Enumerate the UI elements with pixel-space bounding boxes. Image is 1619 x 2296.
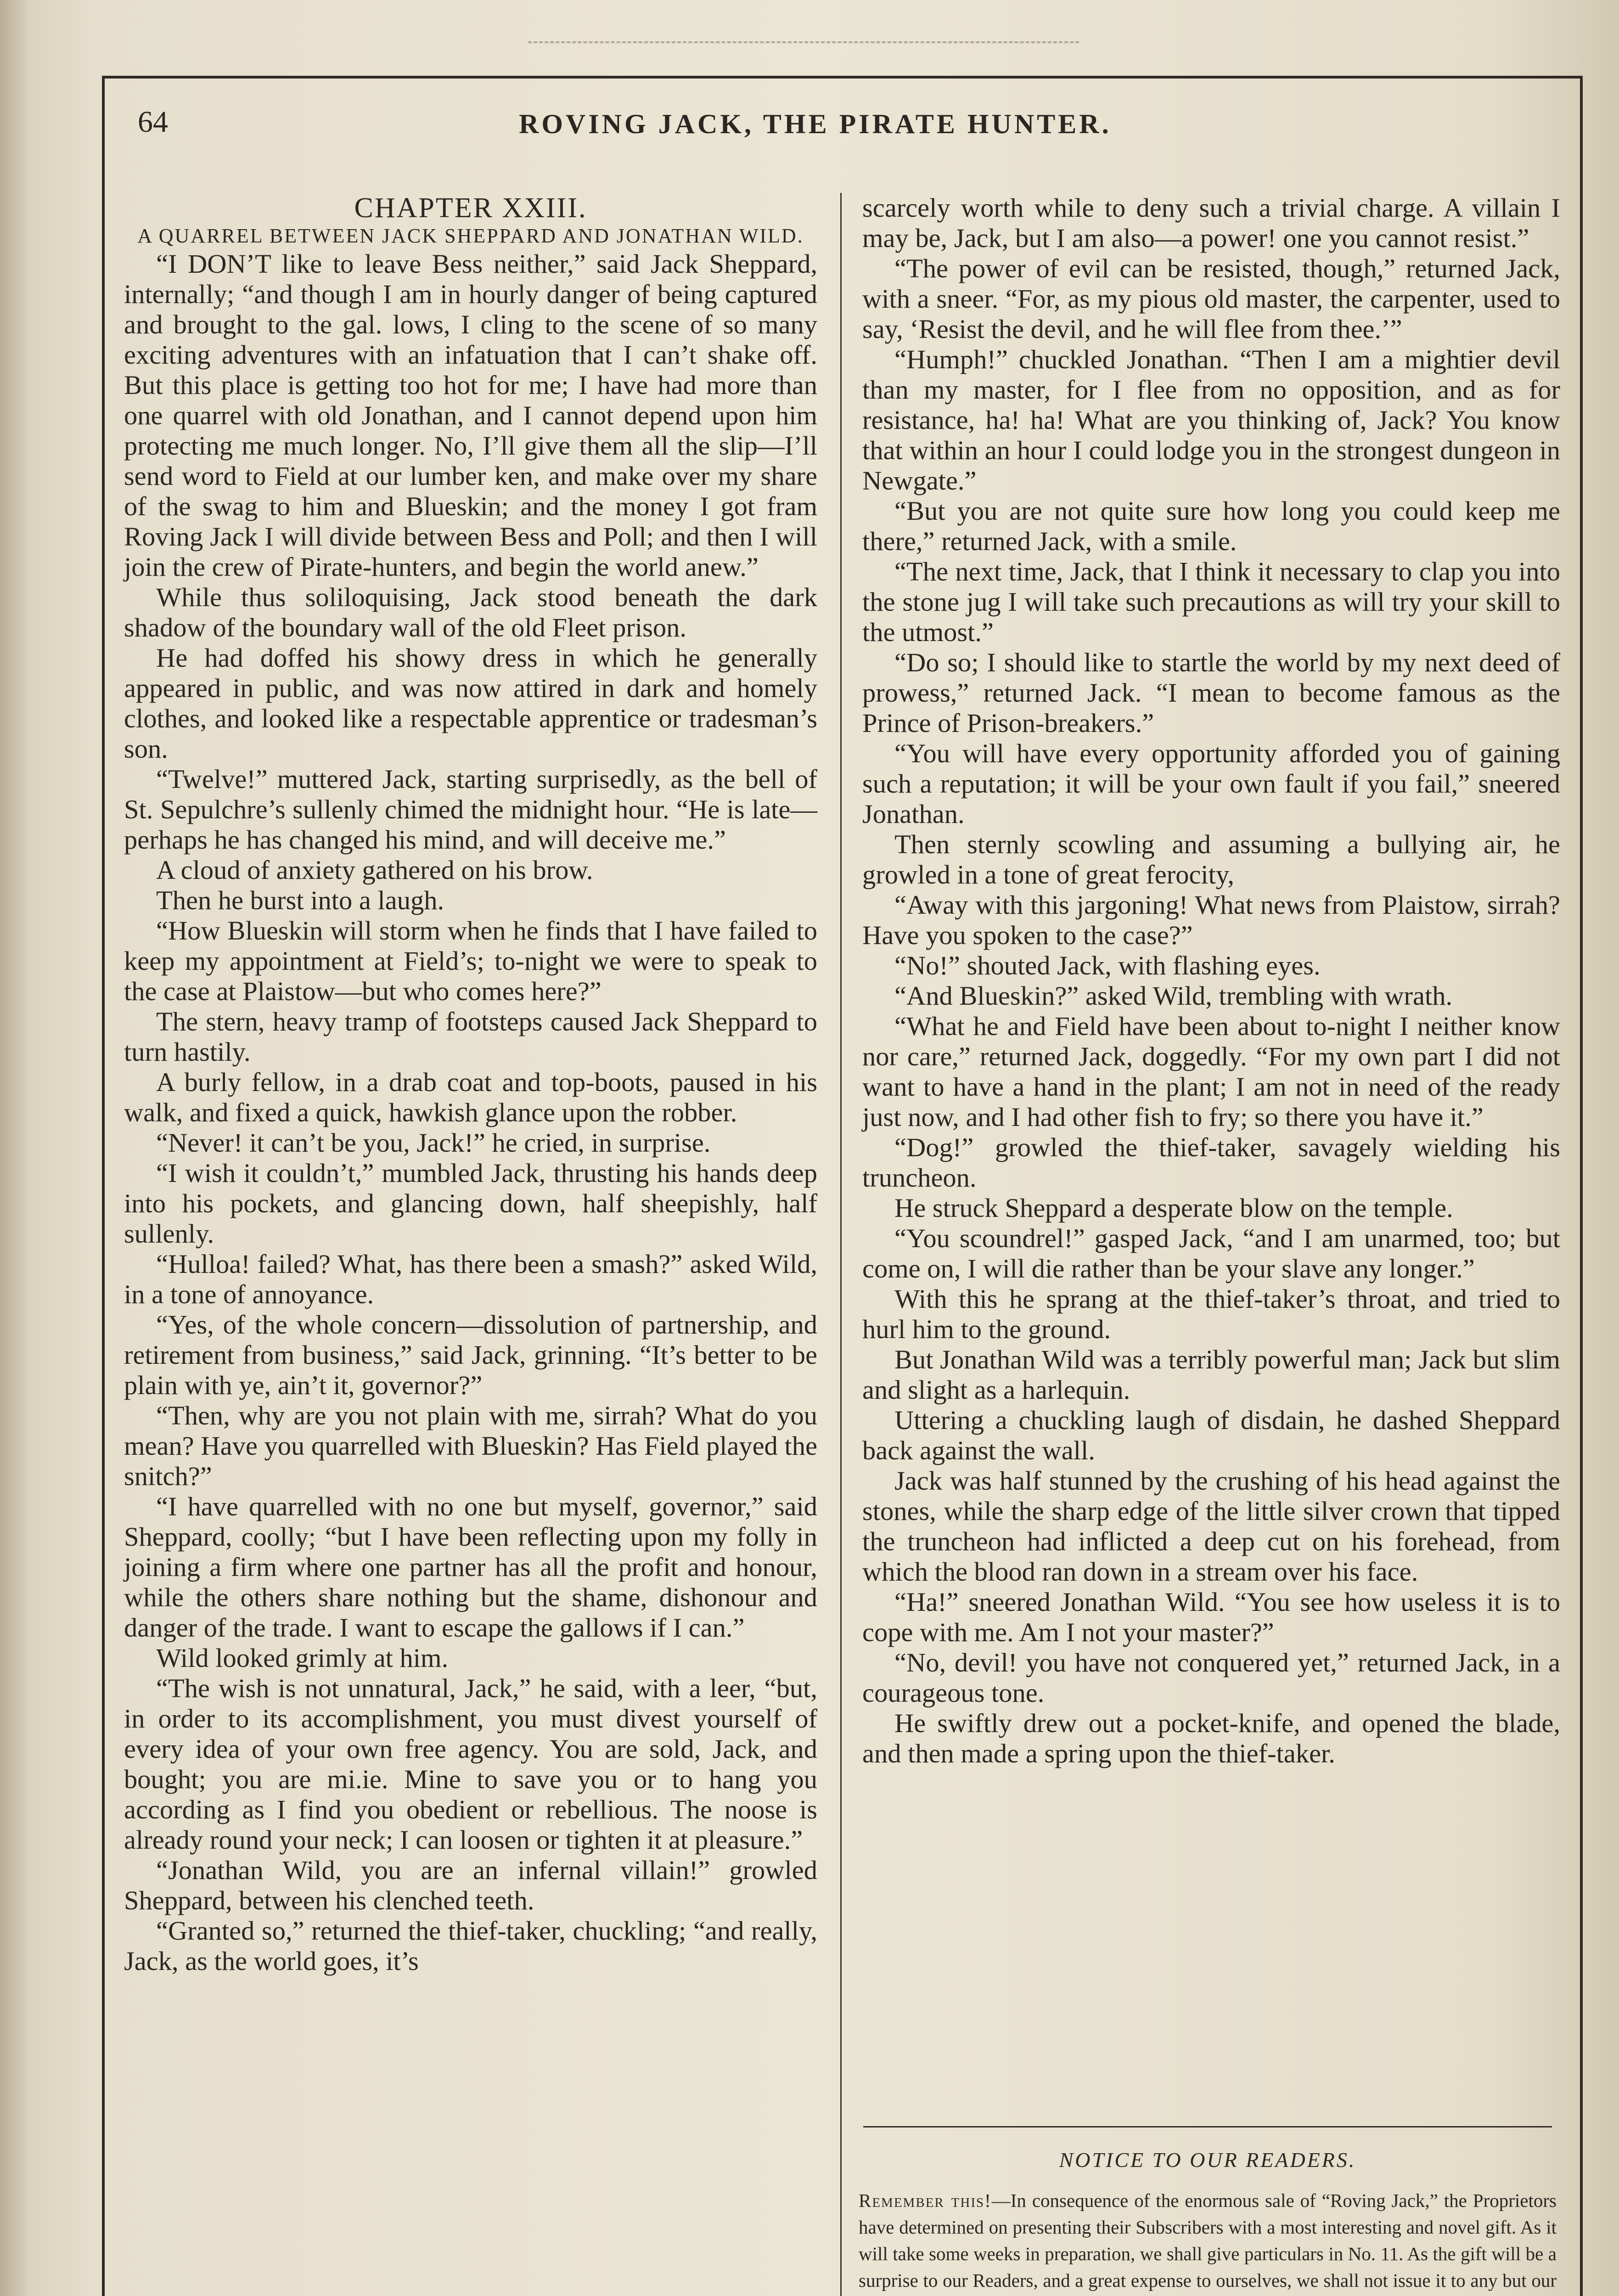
paragraph: “What he and Field have been about to-night I neither know nor care,” returned Jack, doggedly. “For my own part I did not want to have a hand in the plant; I am not in need of the ready just now, and I had other fish to fry; so there you have it.” (862, 1011, 1560, 1132)
paragraph: But Jonathan Wild was a terribly powerful man; Jack but slim and slight as a harlequin. (862, 1345, 1560, 1405)
paragraph: “Then, why are you not plain with me, sirrah? What do you mean? Have you quarrelled with Blueskin? Has Field played the snitch?” (124, 1401, 817, 1491)
paragraph: “Away with this jargoning! What news from Plaistow, sirrah? Have you spoken to the case?” (862, 890, 1560, 950)
paragraph: A burly fellow, in a drab coat and top-boots, paused in his walk, and fixed a quick, hawkish glance upon the robber. (124, 1067, 817, 1127)
paragraph: “Never! it can’t be you, Jack!” he cried, in surprise. (156, 1128, 711, 1158)
chapter-subtitle: A QUARREL BETWEEN JACK SHEPPARD AND JONATHAN WILD. (137, 225, 804, 247)
notice-lead: Remember this! (859, 2190, 992, 2211)
paragraph: He swiftly drew out a pocket-knife, and opened the blade, and then made a spring upon the thief-taker. (862, 1708, 1560, 1768)
paragraph: “You scoundrel!” gasped Jack, “and I am unarmed, too; but come on, I will die rather than be your slave any longer.” (862, 1223, 1560, 1283)
paragraph: “Twelve!” muttered Jack, starting surprisedly, as the bell of St. Sepulchre’s sullenly chimed the midnight hour. “He is late—perhaps he has changed his mind, and will deceive me.” (124, 764, 817, 855)
paragraph: “Yes, of the whole concern—dissolution of partnership, and retirement from business,” said Jack, grinning. “It’s better to be plain with ye, ain’t it, governor?” (124, 1310, 817, 1400)
paragraph: Uttering a chuckling laugh of disdain, he dashed Sheppard back against the wall. (862, 1405, 1560, 1465)
paragraph: He had doffed his showy dress in which he generally appeared in public, and was now attired in dark and homely clothes, and looked like a respectable apprentice or tradesman’s son. (124, 643, 817, 764)
page-number: 64 (138, 105, 168, 139)
running-title: ROVING JACK, THE PIRATE HUNTER. (519, 109, 1112, 139)
paragraph: “No!” shouted Jack, with flashing eyes. (894, 951, 1321, 980)
paragraph: Then sternly scowling and assuming a bullying air, he growled in a tone of great ferocity, (862, 829, 1560, 889)
paragraph: “The next time, Jack, that I think it necessary to clap you into the stone jug I will take such precautions as will try your skill to the utmost.” (862, 557, 1560, 647)
notice-divider (863, 2126, 1552, 2127)
page-edge-shadow (0, 0, 28, 2296)
paragraph: With this he sprang at the thief-taker’s throat, and tried to hurl him to the ground. (862, 1284, 1560, 1344)
paragraph: “You will have every opportunity afforded you of gaining such a reputation; it will be your own fault if you fail,” sneered Jonathan. (862, 738, 1560, 829)
notice-box (859, 2147, 1557, 2296)
paragraph: “I DON’T like to leave Bess neither,” said Jack Sheppard, internally; “and though I am in hourly danger of being captured and brought to the gal. lows, I cling to the scene of so many exciting adventures with an infatuation that I can’t shake off. But this place is getting too hot for me; I have had more than one quarrel with old Jonathan, and I cannot depend upon him protecting me much longer. No, I’ll give them all the slip—I’ll send word to Field at our lumber ken, and make over my share of the swag to him and Blueskin; and the money I got fram Roving Jack I will divide between Bess and Poll; and then I will join the crew of Pirate-hunters, and begin the world anew.” (124, 249, 817, 582)
paragraph: While thus soliloquising, Jack stood beneath the dark shadow of the boundary wall of the old Fleet prison. (124, 582, 817, 642)
paragraph: “Do so; I should like to startle the world by my next deed of prowess,” returned Jack. “I mean to become famous as the Prince of Prison-breakers.” (862, 647, 1560, 738)
paragraph: Wild looked grimly at him. (156, 1643, 449, 1673)
paragraph: “But you are not quite sure how long you could keep me there,” returned Jack, with a smile. (862, 496, 1560, 556)
paragraph: The stern, heavy tramp of footsteps caused Jack Sheppard to turn hastily. (124, 1007, 817, 1067)
paragraph: “And Blueskin?” asked Wild, trembling with wrath. (894, 981, 1453, 1011)
paragraph: “Jonathan Wild, you are an infernal villain!” growled Sheppard, between his clenched teeth. (124, 1855, 817, 1915)
notice-text: —In consequence of the enormous sale of “Roving Jack,” the Proprietors have determined on presenting their Subscribers with a most interesting and novel gift. As it will take some weeks in preparation, we shall give particulars in No. 11. As the gift will be a surprise to our Readers, and a great expense to ourselves, we shall not issue it to any but our (859, 2190, 1557, 2291)
right-column (862, 193, 1560, 1769)
paragraph: “The wish is not unnatural, Jack,” he said, with a leer, “but, in order to its accomplishment, you must divest yourself of every idea of your own free agency. You are sold, Jack, and bought; you are mi.ie. Mine to save you or to hang you according as I find you obedient or rebellious. The noose is already round your neck; I can loosen or tighten it at pleasure.” (124, 1673, 817, 1855)
paragraph: “Ha!” sneered Jonathan Wild. “You see how useless it is to cope with me. Am I not your master?” (862, 1587, 1560, 1647)
paragraph: scarcely worth while to deny such a trivial charge. A villain I may be, Jack, but I am also—a power! one you cannot resist.” (862, 193, 1560, 253)
page-header (138, 105, 1561, 160)
paragraph: He struck Sheppard a desperate blow on the temple. (894, 1193, 1453, 1223)
paragraph: “Granted so,” returned the thief-taker, chuckling; “and really, Jack, as the world goes, it’s (124, 1916, 817, 1976)
paragraph: “Dog!” growled the thief-taker, savagely wielding his truncheon. (862, 1132, 1560, 1193)
paragraph: “No, devil! you have not conquered yet,” returned Jack, in a courageous tone. (862, 1648, 1560, 1708)
notice-title: NOTICE TO OUR READERS. (1059, 2148, 1356, 2172)
column-divider (840, 193, 842, 2296)
paragraph: A cloud of anxiety gathered on his brow. (156, 855, 593, 885)
paragraph: “How Blueskin will storm when he finds that I have failed to keep my appointment at Field’s; to-night we were to speak to the case at Plaistow—but who comes here?” (124, 916, 817, 1006)
binding-marks (528, 41, 1079, 57)
paragraph: Jack was half stunned by the crushing of his head against the stones, while the sharp edge of the little silver crown that tipped the truncheon had inflicted a deep cut on his forehead, from which the blood ran down in a stream over his face. (862, 1466, 1560, 1587)
chapter-title: CHAPTER XXIII. (354, 192, 587, 224)
notice-body (859, 2187, 1557, 2296)
paragraph: “I have quarrelled with no one but myself, governor,” said Sheppard, coolly; “but I have been reflecting upon my folly in joining a firm where one partner has all the profit and honour, while the others share nothing but the shame, dishonour and danger of the trade. I want to escape the gallows if I can.” (124, 1491, 817, 1643)
paragraph: “Hulloa! failed? What, has there been a smash?” asked Wild, in a tone of annoyance. (124, 1249, 817, 1309)
left-column (124, 193, 817, 1976)
paragraph: “Humph!” chuckled Jonathan. “Then I am a mightier devil than my master, for I flee from no opposition, and as for resistance, ha! ha! What are you thinking of, Jack? You know that within an hour I could lodge you in the strongest dungeon in Newgate.” (862, 344, 1560, 495)
paragraph: Then he burst into a laugh. (156, 885, 444, 915)
paragraph: “The power of evil can be resisted, though,” returned Jack, with a sneer. “For, as my pious old master, the carpenter, used to say, ‘Resist the devil, and he will flee from thee.’” (862, 253, 1560, 344)
paragraph: “I wish it couldn’t,” mumbled Jack, thrusting his hands deep into his pockets, and glancing down, half sheepishly, half sullenly. (124, 1158, 817, 1249)
